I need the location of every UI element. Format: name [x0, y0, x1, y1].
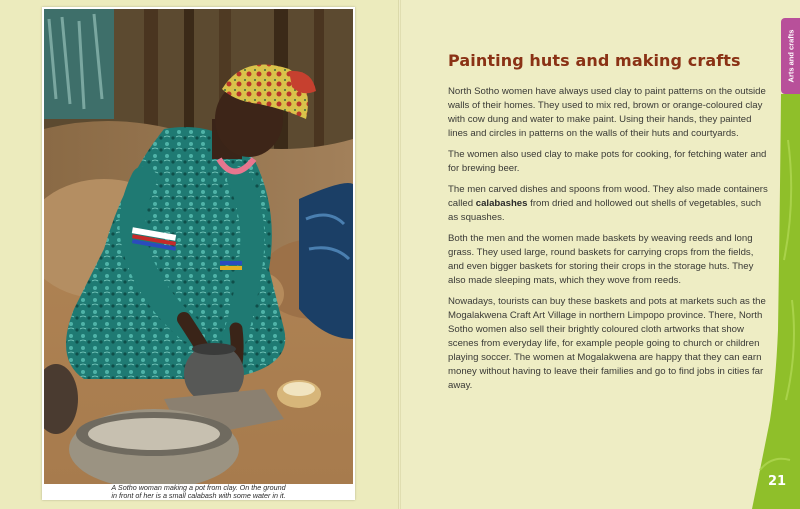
- paragraph-baskets: Both the men and the women made baskets by weaving reeds and long grass. They used large, round baskets for carrying crops from the fields, and even bigger baskets for storing their crops in the storage huts. They also made sleeping mats, which they wove from reeds.: [448, 233, 754, 286]
- paragraph-clay-painting: North Sotho women have always used clay to paint patterns on the outside walls of their homes. They used to mix red, brown or orange-coloured clay with cow dung and water to make paint. Using their hands, they painted lines and circles in patterns on the walls of their huts and courtyards.: [448, 86, 766, 139]
- article-title: Painting huts and making crafts: [448, 51, 741, 70]
- paragraph-clay-pots: The women also used clay to make pots for cooking, for fetching water and for brewing beer.: [448, 149, 767, 174]
- calabashes-term: calabashes: [475, 198, 528, 209]
- photo-caption-line-2: in front of her is a small calabash with some water in it.: [111, 491, 286, 500]
- page-number: 21: [767, 474, 787, 489]
- section-tab[interactable]: [781, 18, 800, 94]
- paragraph-wood-carving-start: The men carved dishes and spoons from wood. They also made containers called: [448, 184, 768, 209]
- photo-caption-line-1: A Sotho woman making a pot from clay. On the ground: [111, 483, 286, 492]
- paragraph-markets: Nowadays, tourists can buy these baskets and pots at markets such as the Mogalakwena Craft Art Village in northern Limpopo province. There, North Sotho women also sell their brightly coloured cloth artworks that show scenes from everyday life, for example people going to church or children playing soccer. The women at Mogalakwena are happy that they can earn money without having to leave their families and go to find jobs in cities far away.: [448, 296, 766, 391]
- paragraph-wood-carving-end: from dried and hollowed out shells of vegetables, such as squashes.: [448, 198, 762, 223]
- paragraph-wood-carving: [448, 183, 770, 225]
- section-tab-label: Arts and crafts: [786, 29, 795, 83]
- article-body: [448, 85, 770, 400]
